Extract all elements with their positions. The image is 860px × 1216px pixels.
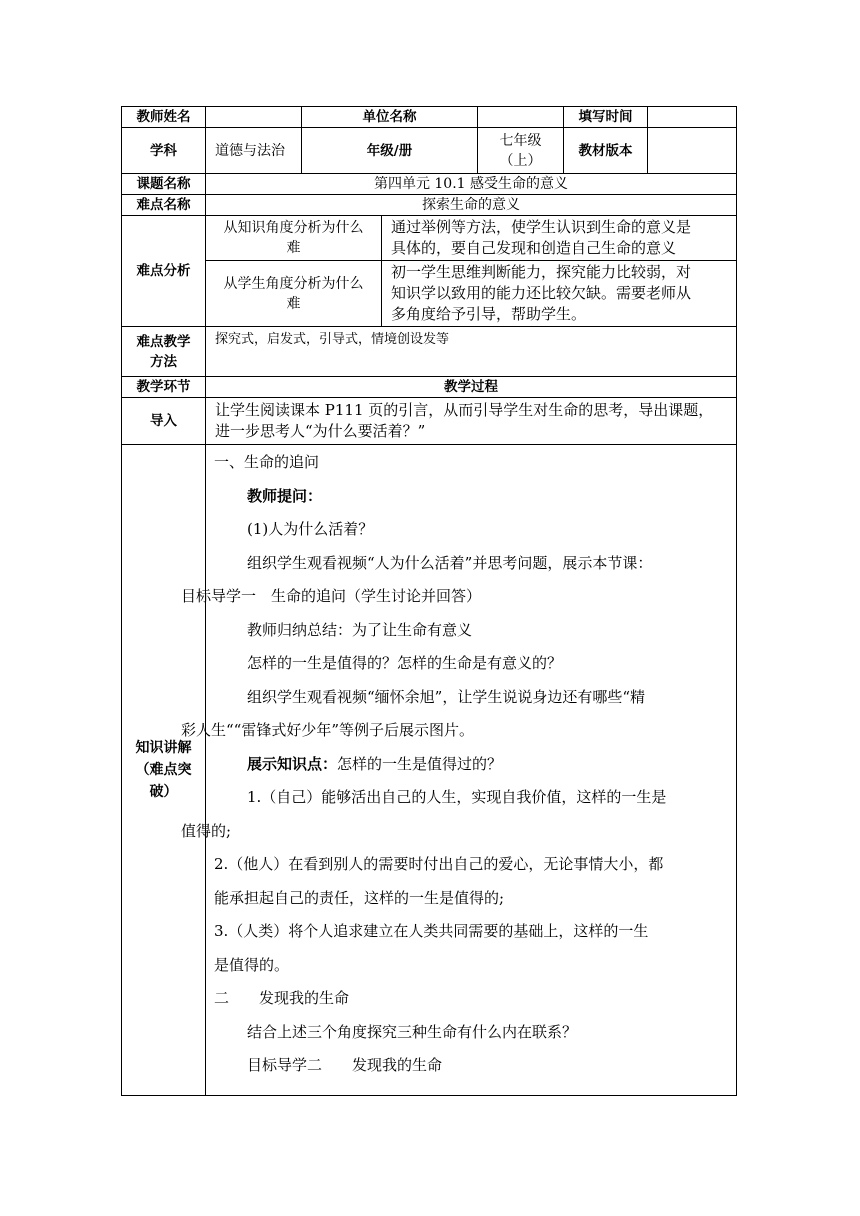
subject-value: 道德与法治 <box>206 128 302 174</box>
fill-time-value <box>648 107 737 128</box>
subject-label: 学科 <box>122 128 206 174</box>
teaching-method-value: 探究式，启发式，引导式，情境创设发等 <box>206 327 737 377</box>
fill-time-label: 填写时间 <box>564 107 648 128</box>
intro-label: 导入 <box>122 398 206 445</box>
lesson-title-label: 课题名称 <box>122 174 206 195</box>
target-guide-2: 目标导学二 发现我的生命 <box>247 1056 443 1074</box>
grade-value: 七年级 （上） <box>478 128 564 174</box>
student-angle-label: 从学生角度分析为什么 难 <box>206 261 382 327</box>
edition-value <box>648 128 737 174</box>
question-3: 结合上述三个角度探究三种生命有什么内在联系？ <box>247 1022 578 1041</box>
point-humanity: 3.（人类）将个人追求建立在人类共同需要的基础上，这样的一生 是值得的。 <box>214 922 649 974</box>
unit-name-value <box>478 107 564 128</box>
section-heading-1: 一、生命的追问 <box>214 453 320 471</box>
video-activity-2: 组织学生观看视频“缅怀余旭”，让学生说说身边还有哪些“精 彩人生““雷锋式好少年”等例子后展示图片。 <box>181 687 646 739</box>
teacher-name-value <box>206 107 302 128</box>
intro-text: 让学生阅读课本 P111 页的引言，从而引导学生对生命的思考，导出课题， 进一步思考人“为什么要活着？” <box>206 398 737 445</box>
question-2: 怎样的一生是值得的？怎样的生命是有意义的？ <box>247 654 563 672</box>
edition-label: 教材版本 <box>564 128 648 174</box>
lesson-plan-table <box>121 106 737 1096</box>
knowledge-point: 展示知识点：怎样的一生是值得过的？ <box>247 754 503 773</box>
teaching-process-label: 教学过程 <box>206 377 737 398</box>
knowledge-section-label: 知识讲解 （难点突 破） <box>122 445 206 1096</box>
teacher-name-label: 教师姓名 <box>122 107 206 128</box>
lesson-title-value: 第四单元 10.1 感受生命的意义 <box>206 174 737 195</box>
teaching-method-label: 难点教学 方法 <box>122 327 206 377</box>
difficulty-analysis-label: 难点分析 <box>122 216 206 327</box>
teacher-summary: 教师归纳总结：为了让生命有意义 <box>247 620 473 639</box>
question-1: (1)人为什么活着？ <box>247 520 374 538</box>
knowledge-angle-label: 从知识角度分析为什么 难 <box>206 216 382 261</box>
point-others: 2.（他人）在看到别人的需要时付出自己的爱心，无论事情大小，都 能承担起自己的责任，这样的一生是值得的; <box>214 855 664 907</box>
unit-name-label: 单位名称 <box>302 107 478 128</box>
grade-label: 年级/册 <box>302 128 478 174</box>
point-self: 1.（自己）能够活出自己的人生，实现自我价值，这样的一生是 值得的; <box>181 788 667 840</box>
video-activity-1: 组织学生观看视频“人为什么活着”并思考问题，展示本节课： 目标导学一 生命的追问（学生讨论并回答） <box>181 553 653 605</box>
difficulty-name-value: 探索生命的意义 <box>206 195 737 216</box>
teacher-question-heading: 教师提问： <box>247 486 323 505</box>
section-heading-2: 二 发现我的生命 <box>214 989 350 1007</box>
teaching-stage-label: 教学环节 <box>122 377 206 398</box>
knowledge-section-content <box>181 445 737 1096</box>
difficulty-name-label: 难点名称 <box>122 195 206 216</box>
knowledge-angle-text: 通过举例等方法，使学生认识到生命的意义是 具体的，要自己发现和创造自己生命的意义 <box>382 216 737 261</box>
student-angle-text: 初一学生思维判断能力，探究能力比较弱，对 知识学以致用的能力还比较欠缺。需要老师从 多角度给予引导，帮助学生。 <box>382 261 737 327</box>
